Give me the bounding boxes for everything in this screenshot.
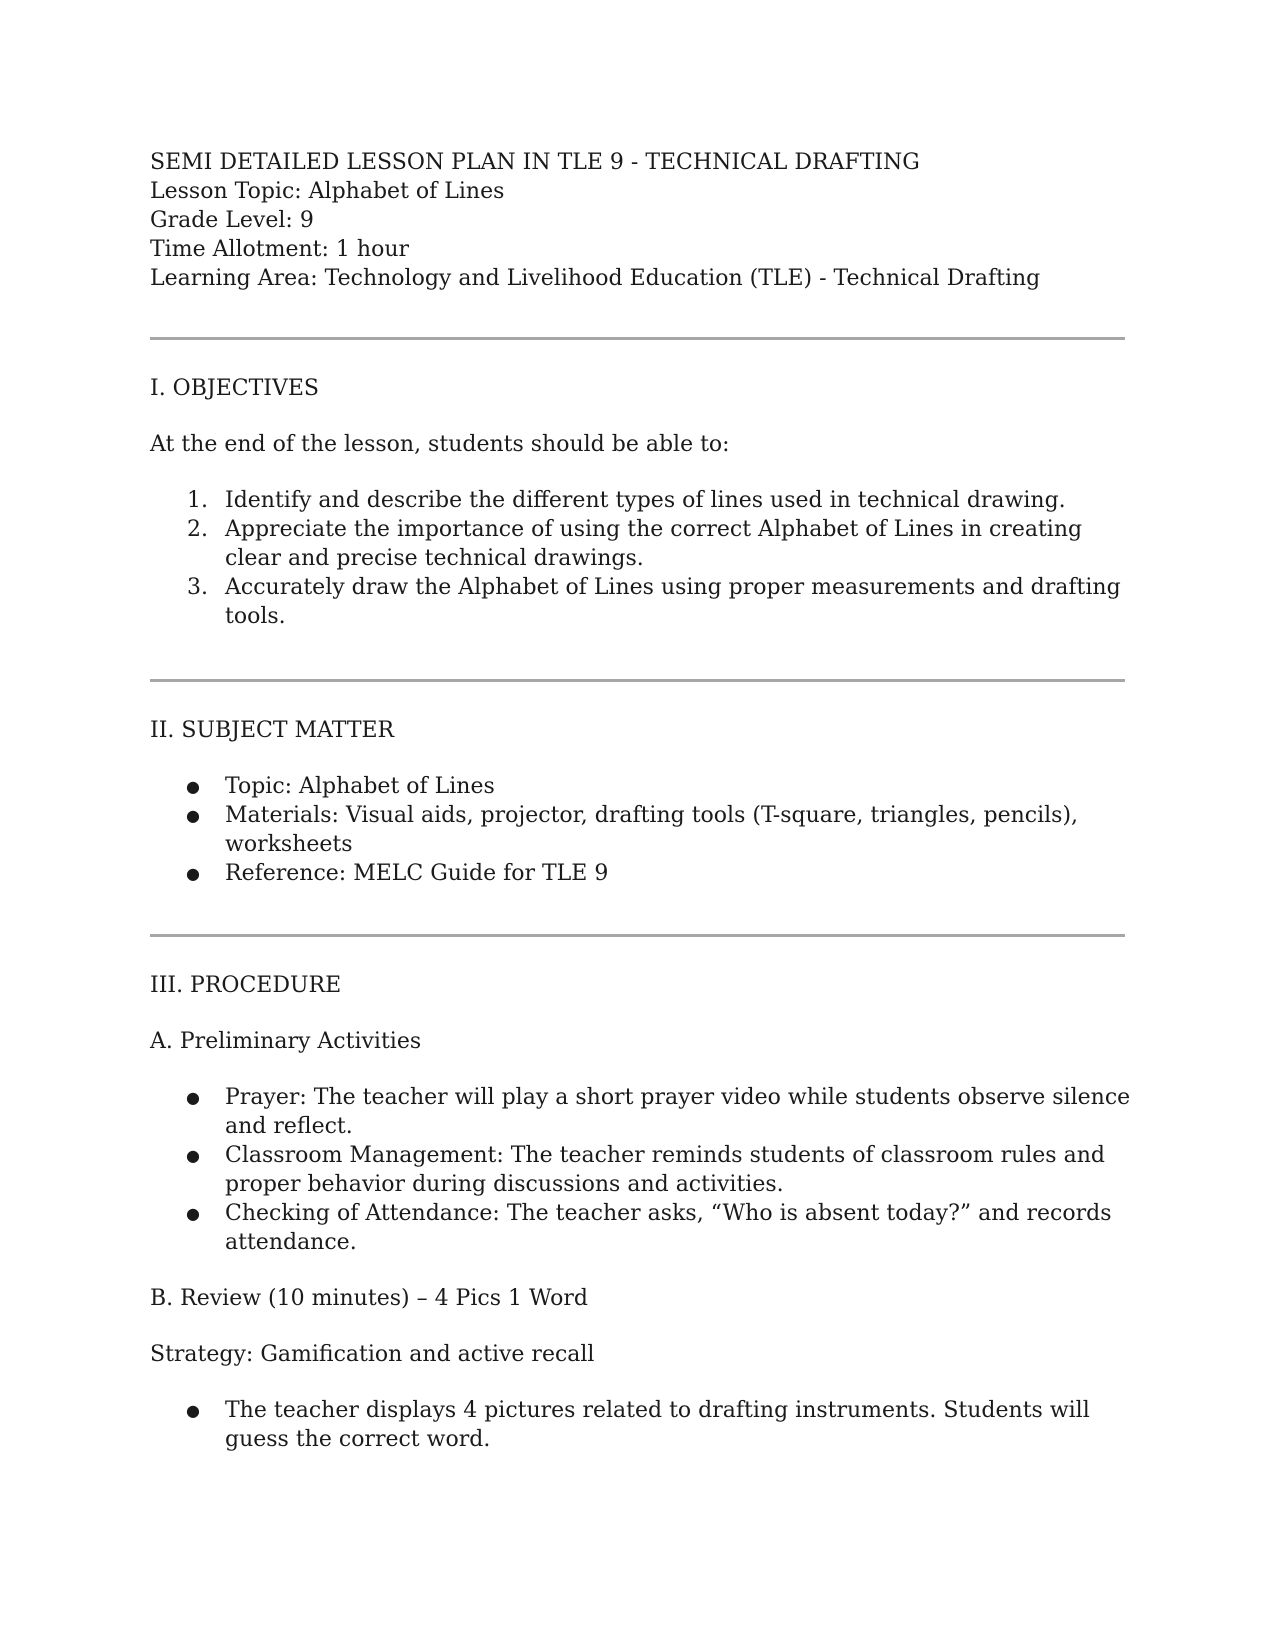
time-allotment: Time Allotment: 1 hour <box>150 237 410 262</box>
bullet-icon: ● <box>186 777 200 796</box>
preliminary-heading: A. Preliminary Activities <box>150 1029 422 1054</box>
objectives-list <box>150 486 1125 631</box>
list-item <box>150 573 1145 631</box>
lesson-topic: Lesson Topic: Alphabet of Lines <box>150 179 505 204</box>
objectives-heading: I. OBJECTIVES <box>150 376 319 401</box>
lesson-plan-page <box>150 148 1131 1454</box>
list-item <box>150 859 1145 888</box>
preliminary-text: Checking of Attendance: The teacher asks, “Who is absent today?” and records attendance. <box>225 1201 1112 1255</box>
objective-text: Identify and describe the different types of lines used in technical drawing. <box>225 488 1066 513</box>
review-strategy: Strategy: Gamification and active recall <box>150 1342 595 1367</box>
bullet-icon: ● <box>186 864 200 883</box>
objectives-intro: At the end of the lesson, students should be able to: <box>150 432 730 457</box>
list-item <box>150 801 1145 859</box>
subject-matter-text: Reference: MELC Guide for TLE 9 <box>225 861 609 886</box>
list-number: 3. <box>187 575 208 600</box>
subject-matter-list <box>150 772 1125 888</box>
bullet-icon: ● <box>186 1088 200 1107</box>
list-item <box>150 772 1145 801</box>
list-item <box>150 1396 1145 1454</box>
list-item <box>150 1199 1145 1257</box>
objective-text: Appreciate the importance of using the correct Alphabet of Lines in creating clear and precise technical drawings. <box>225 517 1083 571</box>
preliminary-list <box>150 1083 1131 1257</box>
bullet-icon: ● <box>186 806 200 825</box>
learning-area: Learning Area: Technology and Livelihood Education (TLE) - Technical Drafting <box>150 266 1041 291</box>
preliminary-text: Classroom Management: The teacher reminds students of classroom rules and proper behavior during discussions and activities. <box>225 1143 1105 1197</box>
list-item <box>150 515 1145 573</box>
bullet-icon: ● <box>186 1204 200 1223</box>
bullet-icon: ● <box>186 1401 200 1420</box>
document-title: SEMI DETAILED LESSON PLAN IN TLE 9 - TECHNICAL DRAFTING <box>150 150 920 175</box>
grade-level: Grade Level: 9 <box>150 208 314 233</box>
subject-matter-text: Materials: Visual aids, projector, drafting tools (T-square, triangles, pencils), worksheets <box>225 803 1079 857</box>
subject-matter-heading: II. SUBJECT MATTER <box>150 718 395 743</box>
list-item <box>150 1083 1145 1141</box>
review-list <box>150 1396 1125 1454</box>
subject-matter-text: Topic: Alphabet of Lines <box>225 774 495 799</box>
list-item <box>150 1141 1145 1199</box>
list-item <box>150 486 1145 515</box>
objective-text: Accurately draw the Alphabet of Lines using proper measurements and drafting tools. <box>225 575 1121 629</box>
list-number: 2. <box>187 517 208 542</box>
document-header <box>150 148 1125 293</box>
review-heading: B. Review (10 minutes) – 4 Pics 1 Word <box>150 1286 588 1311</box>
preliminary-text: Prayer: The teacher will play a short prayer video while students observe silence and reflect. <box>225 1085 1131 1139</box>
list-number: 1. <box>187 488 208 513</box>
review-text: The teacher displays 4 pictures related to drafting instruments. Students will guess the correct word. <box>225 1398 1090 1452</box>
procedure-heading: III. PROCEDURE <box>150 973 342 998</box>
bullet-icon: ● <box>186 1146 200 1165</box>
